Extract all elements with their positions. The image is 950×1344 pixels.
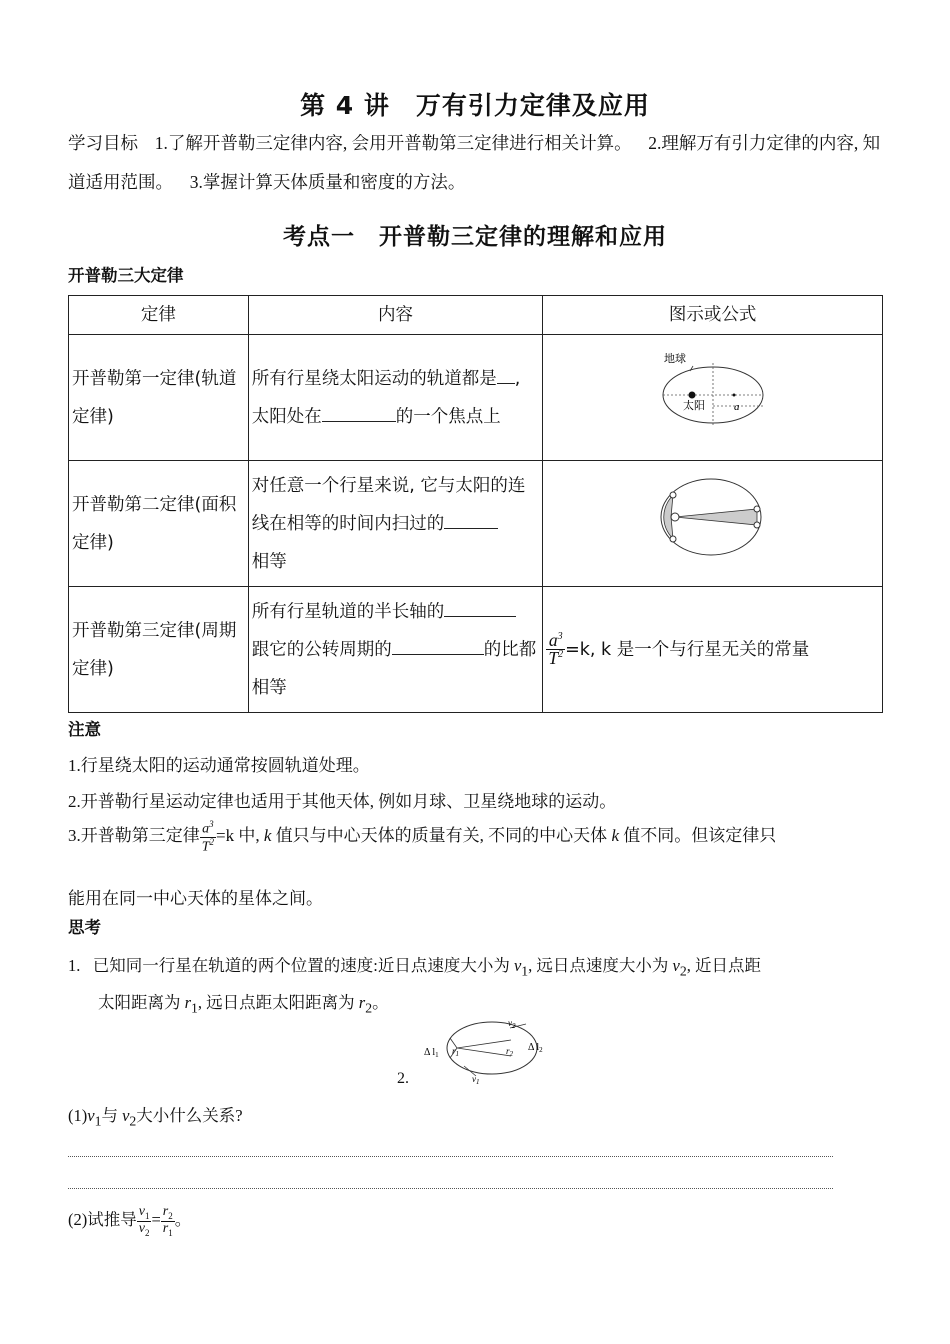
law-figure <box>543 461 883 587</box>
kepler-ratio-fraction: $\frac{a^3}{T^2}$ <box>548 629 564 668</box>
delta-l2-label: Δ $l_2$ <box>528 1042 543 1054</box>
kepler-laws-table <box>68 295 883 713</box>
note-2: 2.开普勒行星运动定律也适用于其他天体, 例如月球、卫星绕地球的运动。 <box>68 792 617 811</box>
earth-label: 地球 <box>663 351 686 365</box>
law-figure <box>543 335 883 461</box>
table-row <box>69 587 883 713</box>
sun-label: 太阳 <box>682 398 705 412</box>
goals-label: 学习目标 <box>68 134 138 154</box>
figure-number: 2. <box>397 1070 409 1087</box>
learning-goals <box>68 124 888 202</box>
area-law-diagram <box>653 472 773 562</box>
sub-question-2: (2)试推导 $\frac{v_1}{v_2}$ = $\frac{r_2}{r_1}$ 。 <box>68 1204 192 1238</box>
table-label: 开普勒三大定律 <box>68 266 184 285</box>
think-label: 思考 <box>68 918 101 937</box>
goal-3: 3.掌握计算天体质量和密度的方法。 <box>189 172 466 192</box>
note-3-cont: 能用在同一中心天体的星体之间。 <box>68 889 323 908</box>
note-label: 注意 <box>68 720 101 739</box>
table-row <box>69 461 883 587</box>
law-formula <box>543 587 883 713</box>
law-name: 开普勒第二定律(面积定律) <box>69 461 249 587</box>
answer-line[interactable] <box>68 1188 833 1189</box>
svg-text:v2: $v_2$ <box>508 1018 516 1030</box>
header-figure: 图示或公式 <box>543 296 883 335</box>
answer-line[interactable] <box>68 1156 833 1157</box>
semi-major-axis-label: a <box>733 400 740 413</box>
goal-1: 1.了解开普勒三定律内容, 会用开普勒第三定律进行相关计算。 <box>154 133 632 153</box>
answer-blank[interactable] <box>322 401 396 422</box>
answer-blank[interactable] <box>444 596 516 617</box>
table-row <box>69 335 883 461</box>
svg-text:r2: $r_2$ <box>506 1046 514 1058</box>
law-name: 开普勒第三定律(周期定律) <box>69 587 249 713</box>
answer-blank[interactable] <box>392 634 484 655</box>
law-content: 所有行星绕太阳运动的轨道都是 , 太阳处在 的一个焦点上 <box>248 335 543 461</box>
answer-blank[interactable] <box>497 363 515 384</box>
orbit-speed-diagram <box>420 1014 570 1086</box>
formula-text: =k, k 是一个与行星无关的常量 <box>565 639 810 660</box>
svg-text:v1: $v_1$ <box>472 1074 480 1086</box>
header-law: 定律 <box>69 296 249 335</box>
svg-text:r1: $r_1$ <box>452 1046 460 1058</box>
page-title: 第 4 讲 万有引力定律及应用 <box>300 91 650 120</box>
ellipse-orbit-diagram <box>658 351 768 431</box>
law-content: 所有行星轨道的半长轴的 跟它的公转周期的 的比都相等 <box>248 587 543 713</box>
sub-question-1: $(1)v_1$与 $v_2$大小什么关系? <box>68 1106 243 1129</box>
note-1: 1.行星绕太阳的运动通常按圆轨道处理。 <box>68 756 370 775</box>
delta-l1-label: Δ $l_1$ <box>424 1047 439 1059</box>
table-header-row <box>69 296 883 335</box>
goal-2: 2.理解万有引力定律的内容, 知道适用范围。 <box>68 133 881 192</box>
answer-blank[interactable] <box>444 508 498 529</box>
note-3: 3.开普勒第三定律 $\frac{a^3}{T^2}$ =k 中, k 值只与中心天体的质量有关, 不同的中心天体 k 值不同。但该定律只 <box>68 819 777 855</box>
law-name: 开普勒第一定律(轨道定律) <box>69 335 249 461</box>
law-content: 对任意一个行星来说, 它与太阳的连线在相等的时间内扫过的 相等 <box>248 461 543 587</box>
sun-icon <box>688 391 695 398</box>
question-1: 1. 已知同一行星在轨道的两个位置的速度:近日点速度大小为 $v_1$, 远日点速度大小为 $v_2$, 近日点距 太阳距离为 $r_1$, 远日点距太阳距离为 $r_2$。 <box>68 956 761 1016</box>
section-title: 考点一 开普勒三定律的理解和应用 <box>283 224 667 250</box>
header-content: 内容 <box>248 296 543 335</box>
